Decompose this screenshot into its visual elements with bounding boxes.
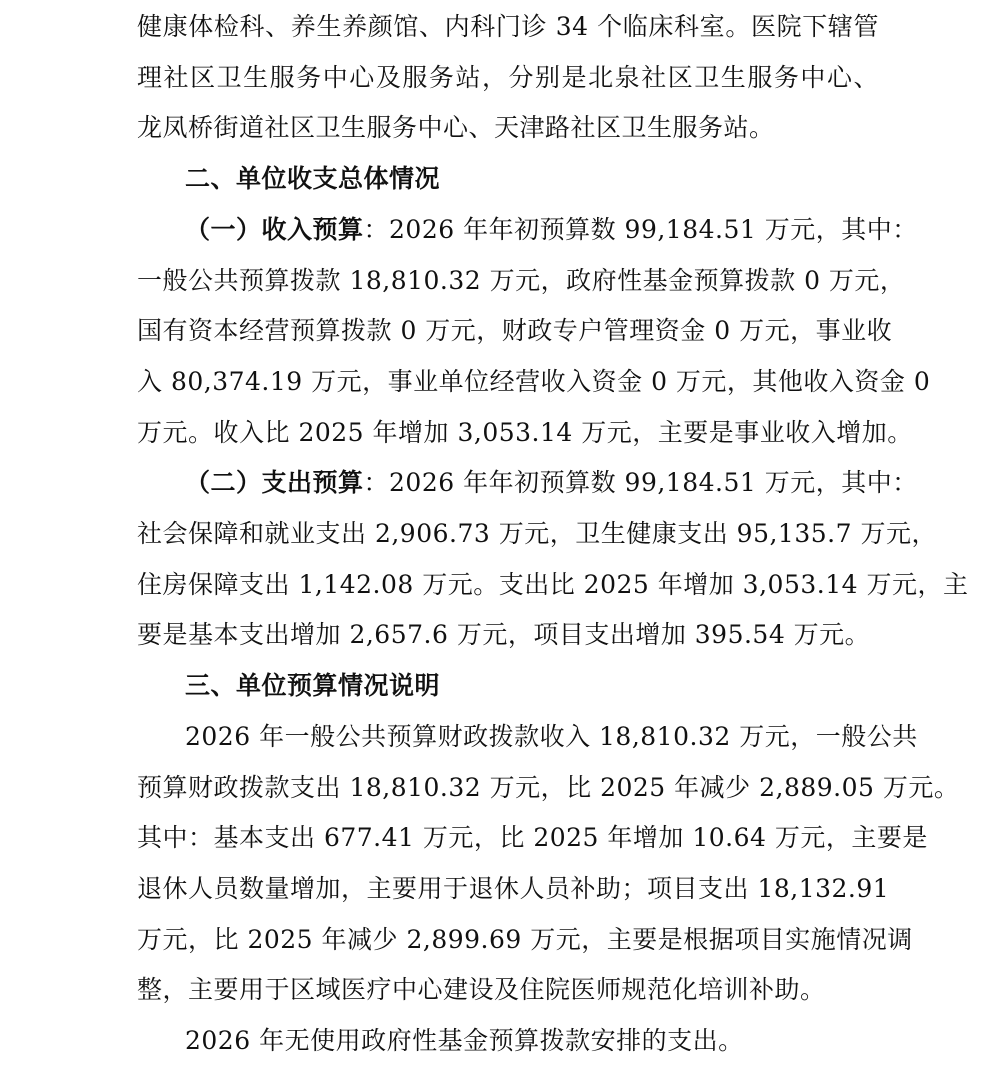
document-page: [137, 0, 969, 1067]
text-line: 入 80,374.19 万元，事业单位经营收入资金 0 万元，其他收入资金 0: [137, 366, 931, 396]
text-line: 万元。收入比 2025 年增加 3,053.14 万元，主要是事业收入增加。: [137, 417, 913, 447]
text-line: 国有资本经营预算拨款 0 万元，财政专户管理资金 0 万元，事业收: [137, 316, 893, 346]
text-line: 理社区卫生服务中心及服务站，分别是北泉社区卫生服务中心、: [137, 62, 879, 92]
text-line: [137, 458, 918, 509]
government-fund-paragraph: [137, 1016, 879, 1067]
expense-budget-lead: （二）支出预算: [185, 468, 364, 498]
text-line: 预算财政拨款支出 18,810.32 万元，比 2025 年减少 2,889.05 万元。: [137, 772, 960, 802]
text-line: 社会保障和就业支出 2,906.73 万元，卫生健康支出 95,135.7 万元，: [137, 519, 937, 549]
text-line: 要是基本支出增加 2,657.6 万元，项目支出增加 395.54 万元。: [137, 620, 871, 650]
section-heading-budget-notes: 三、单位预算情况说明: [185, 671, 441, 701]
text-line: 其中：基本支出 677.41 万元，比 2025 年增加 10.64 万元，主要是: [137, 823, 928, 853]
text-line: 住房保障支出 1,142.08 万元。支出比 2025 年增加 3,053.14 万元，主: [137, 569, 969, 599]
text-line: 2026 年无使用政府性基金预算拨款安排的支出。: [185, 1026, 744, 1056]
text-line: 一般公共预算拨款 18,810.32 万元，政府性基金预算拨款 0 万元，: [137, 265, 906, 295]
text-line: [137, 205, 918, 256]
text-line: 整，主要用于区域医疗中心建设及住院医师规范化培训补助。: [137, 975, 826, 1005]
expense-budget-paragraph: [137, 458, 969, 661]
income-budget-paragraph: [137, 205, 931, 459]
income-budget-lead: （一）收入预算: [185, 214, 364, 244]
text-line: 健康体检科、养生养颜馆、内科门诊 34 个临床科室。医院下辖管: [137, 12, 879, 41]
intro-paragraph: [137, 2, 879, 154]
text-line: 2026 年一般公共预算财政拨款收入 18,810.32 万元，一般公共: [185, 721, 918, 751]
text-line: 万元，比 2025 年减少 2,899.69 万元，主要是根据项目实施情况调: [137, 924, 913, 954]
fiscal-appropriation-paragraph: [137, 712, 960, 1016]
text-span: ：2026 年年初预算数 99,184.51 万元，其中：: [363, 468, 918, 498]
text-line: 龙凤桥街道社区卫生服务中心、天津路社区卫生服务站。: [137, 113, 775, 143]
text-span: ：2026 年年初预算数 99,184.51 万元，其中：: [363, 214, 918, 244]
text-line: 退休人员数量增加，主要用于退休人员补助；项目支出 18,132.91: [137, 873, 890, 903]
section-heading-income-expense: 二、单位收支总体情况: [185, 164, 441, 194]
